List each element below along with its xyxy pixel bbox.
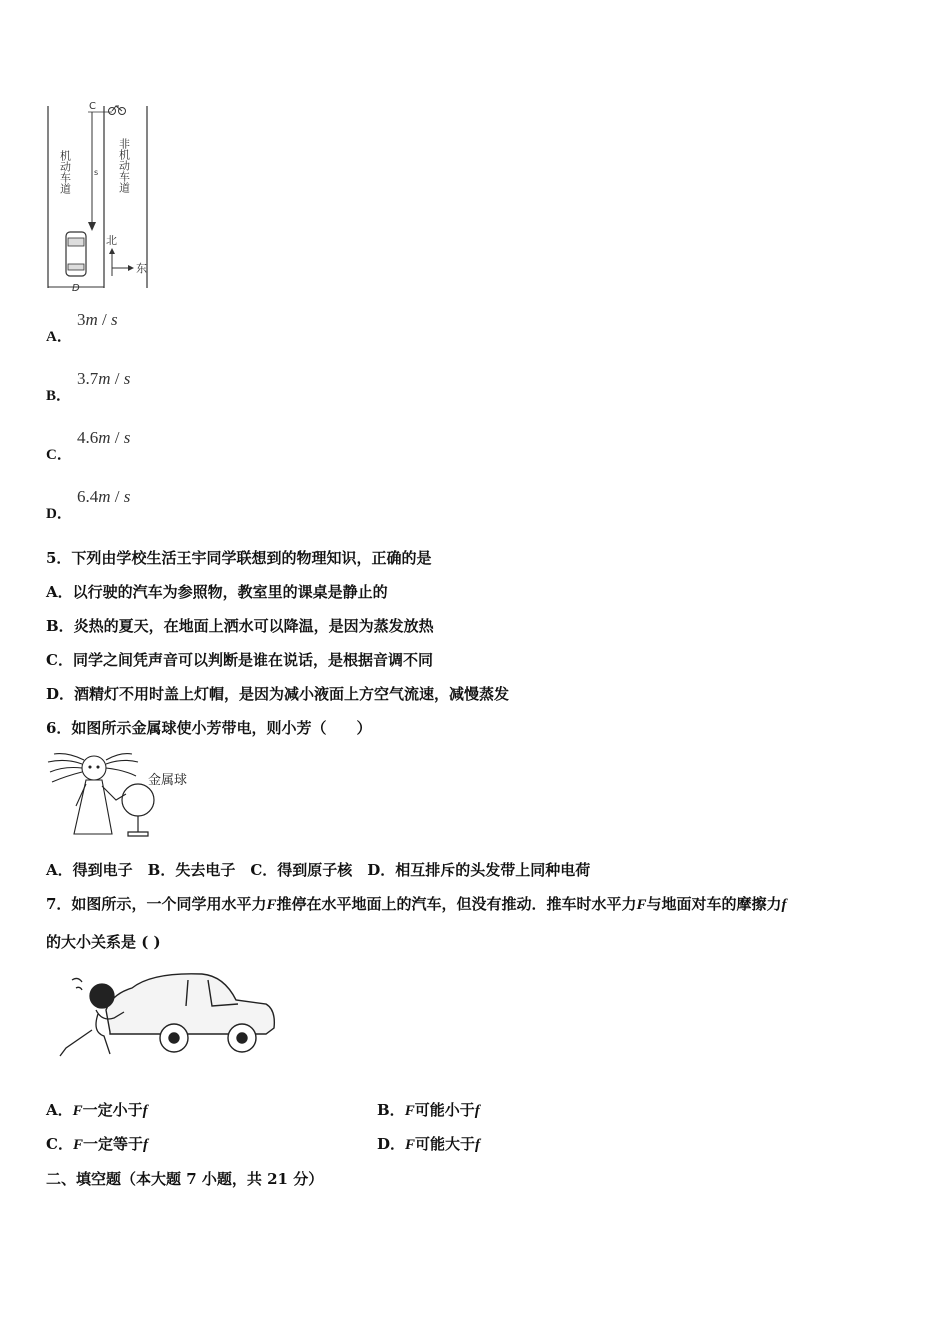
- q5-option-c: C．同学之间凭声音可以判断是谁在说话，是根据音调不同: [46, 651, 433, 669]
- q7-stem-line1: 7．如图所示，一个同学用水平力F推停在水平地面上的汽车，但没有推动．推车时水平力F与地面对车的摩擦力f: [46, 895, 787, 913]
- option-letter: D．: [46, 506, 72, 522]
- q7-option-b: B．F可能小于f: [377, 1101, 480, 1119]
- lane-nonmotor-label: 非机动车道: [117, 138, 131, 193]
- option-value: 4.6m / s: [77, 428, 131, 447]
- lane-motor-label: 机动车道: [58, 150, 72, 194]
- q5-option-a: A．以行驶的汽车为参照物，教室里的课桌是静止的: [46, 583, 388, 601]
- distance-s-arrowhead: [88, 222, 96, 231]
- q6-options: A．得到电子 B．失去电子 C．得到原子核 D．相互排斥的头发带上同种电荷: [46, 861, 591, 879]
- q4-lane-figure: [44, 98, 156, 298]
- metal-ball-label: 金属球: [148, 773, 188, 788]
- q7-option-d: D．F可能大于f: [377, 1135, 481, 1153]
- q6-stem: 6．如图所示金属球使小芳带电，则小芳（ ）: [46, 719, 372, 737]
- q5-option-b: B．炎热的夏天，在地面上洒水可以降温，是因为蒸发放热: [46, 617, 434, 635]
- section2-title: 二、填空题（本大题 7 小题，共 21 分）: [46, 1170, 324, 1188]
- option-value: 6.4m / s: [77, 487, 131, 506]
- option-value: 3m / s: [77, 310, 118, 329]
- q7-stem-line2: 的大小关系是 ( ): [46, 933, 161, 951]
- q5-option-d: D．酒精灯不用时盖上灯帽，是因为减小液面上方空气流速，减慢蒸发: [46, 685, 510, 703]
- car-icon: [66, 232, 86, 276]
- q6-girl-metal-ball-figure: [46, 748, 206, 840]
- q5-stem: 5．下列由学校生活王宇同学联想到的物理知识，正确的是: [46, 549, 432, 567]
- q7-option-c: C．F一定等于f: [46, 1135, 148, 1153]
- metal-ball-icon: [122, 784, 154, 836]
- label-east: 东: [136, 262, 147, 275]
- option-letter: B．: [46, 388, 72, 404]
- q7-option-a: A．F一定小于f: [46, 1101, 148, 1119]
- bicycle-icon: [109, 106, 126, 115]
- q7-push-car-figure: [52, 966, 282, 1066]
- label-s: s: [94, 168, 99, 177]
- label-north: 北: [106, 234, 117, 247]
- option-letter: A．: [46, 329, 72, 345]
- label-c: C: [89, 101, 96, 112]
- girl-drawing: [48, 754, 138, 834]
- boy-drawing: [60, 978, 124, 1056]
- car-drawing: [106, 974, 274, 1052]
- label-d: D: [72, 283, 80, 294]
- option-letter: C．: [46, 447, 72, 463]
- option-value: 3.7m / s: [77, 369, 131, 388]
